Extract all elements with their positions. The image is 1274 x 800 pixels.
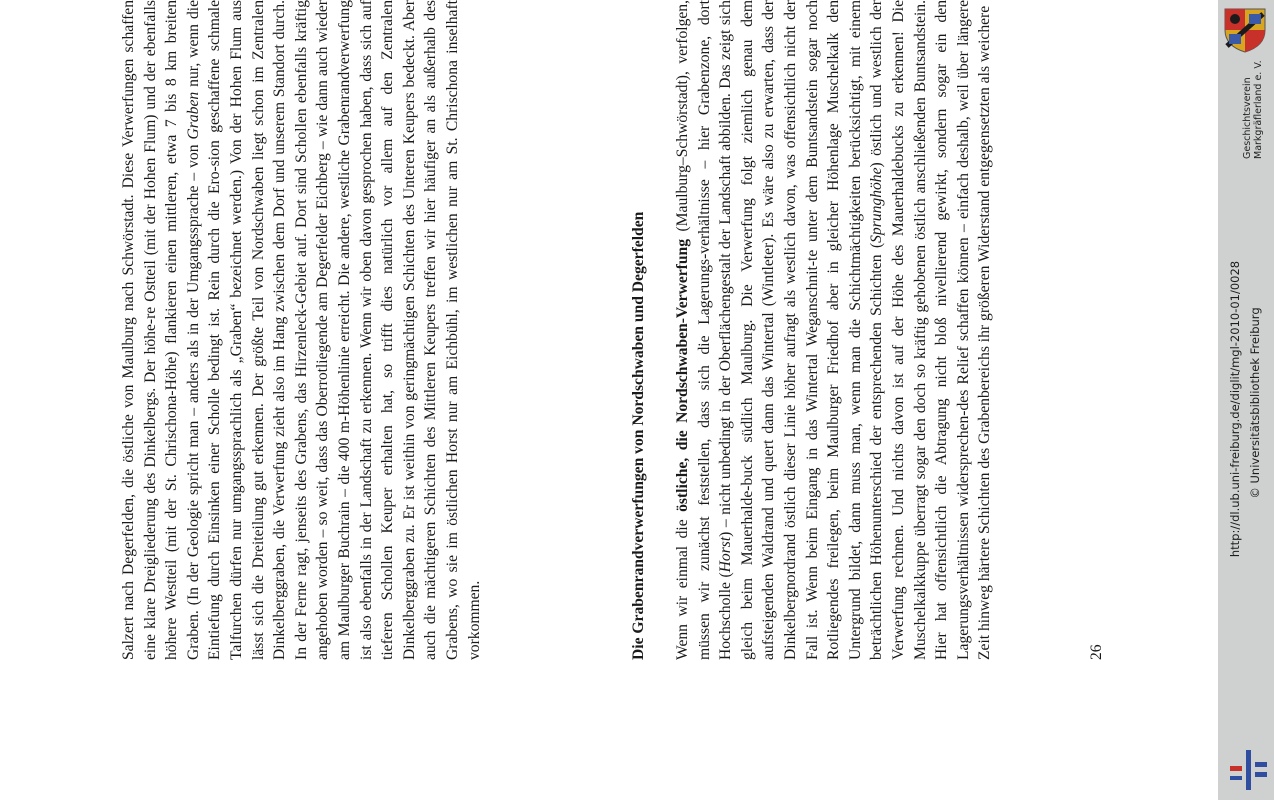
library-credit: © Universitätsbibliothek Freiburg — [1248, 307, 1262, 499]
document-url[interactable]: http://dl.ub.uni-freiburg.de/diglit/mgl-2010-01/0028 — [1228, 260, 1242, 558]
ub-freiburg-logo-icon — [1226, 748, 1270, 792]
rotated-text-block — [118, 0, 1118, 660]
body-paragraph-2: Wenn wir einmal die östliche, die Nordschwaben-Verwerfung (Maulburg–Schwörstadt), verfolgen, müssen wir zunächst feststellen, dass sich die Lagerungs-verhältnisse – hier Grabenzone, dort Hochscholle (Horst) – nicht unbedingt in der Oberflächengestalt der Landschaft abbilden. Das zeigt sich gleich beim Mauerhalde-buck südlich Maulburg. Die Verwerfung folgt ziemlich genau dem aufsteigenden Waldrand und quert dann das Wintertal (Wintleter). Es wäre also zu erwarten, dass der Dinkelbergnordrand östlich dieser Linie höher aufragt als westlich davon, was offensichtlich nicht der Fall ist. Wenn beim Eingang in das Wintertal Weganschnit-te unter dem Buntsandstein sogar noch Rotliegendes freilegen, beim Maulburger Friedhof aber in gleicher Höhenlage Muschelkalk den Untergrund bildet, dann muss man, wenn man die Schichtmächtigkeiten berücksichtigt, mit einem beträchtlichen Höhenunterschied der entsprechenden Schichten (Sprunghöhe) östlich und westlich der Verwerfung rechnen. Und nichts davon ist auf der Höhe des Mauerhaldebucks zu erkennen! Die Muschelkalkkuppe überragt sogar den doch so kräftig gehobenen östlich anschließenden Buntsandstein. Hier hat offensichtlich die Abtragung nicht bloß nivellierend gewirkt, sondern sogar ein den Lagerungsverhältnissen widersprechen-des Relief schaffen können – einfach deshalb, weil über längere Zeit hinweg härtere Schichten des Grabenbereichs ihr größeren Widerstand entgegensetzten als weichere — [674, 0, 994, 660]
coat-of-arms-icon — [1221, 6, 1269, 54]
section-heading: Die Grabenrandverwerfungen von Nordschwaben und Degerfelden — [630, 211, 647, 660]
page-number: 26 — [1088, 644, 1105, 660]
body-paragraph-1: Salzert nach Degerfelden, die östliche von Maulburg nach Schwörstadt. Diese Verwerfungen schaffen eine klare Dreigliederung des Dinkelbergs. Der höhe-re Ostteil (mit der Hohen Flum) und der ebenfalls höhere Westteil (mit der St. Chrischona-Höhe) flankieren einen mittleren, etwa 7 bis 8 km breiten Graben. (In der Geologie spricht man – anders als in der Umgangssprache – von Graben nur, wenn die Eintiefung durch Einsinken einer Scholle bedingt ist. Rein durch die Ero-sion geschaffene schmale Talfurchen dürfen nur umgangssprachlich als „Graben“ bezeichnet werden.) Von der Hohen Flum aus lässt sich die Dreiteilung gut erkennen. Der größte Teil von Nordschwaben liegt schon im Zentralen Dinkelberggraben, die Verwerfung zieht also im Hang zwischen dem Dorf und unserem Standort durch. In der Ferne ragt, jenseits des Grabens, das Hirzenleck-Gebiet auf. Dort sind Schollen ebenfalls kräftig angehoben worden – so weit, dass das Oberrotliegende am Degerfelder Eichberg – wie dann auch wieder am Maulburger Buchrain – die 400 m-Höhenlinie erreicht. Die andere, westliche Grabenrandverwerfung ist also ebenfalls in der Landschaft zu erkennen. Wenn wir oben davon gesprochen haben, dass sich auf tieferen Schollen Keuper erhalten hat, so trifft dies natürlich vor allem auf den Zentralen Dinkelberggraben zu. Er ist weithin von geringmächtigen Schichten des Unteren Keupers bedeckt. Aber auch die mächtigeren Schichten des Mittleren Keupers treffen wir hier häufiger an als außerhalb des Grabens, wo sie im östlichen Horst nur am Eichbühl, im westlichen nur am St. Chrischona inselhaft vorkommen. — [120, 0, 483, 660]
society-name: Geschichtsverein Markgräflerland e. V. — [1242, 60, 1264, 159]
